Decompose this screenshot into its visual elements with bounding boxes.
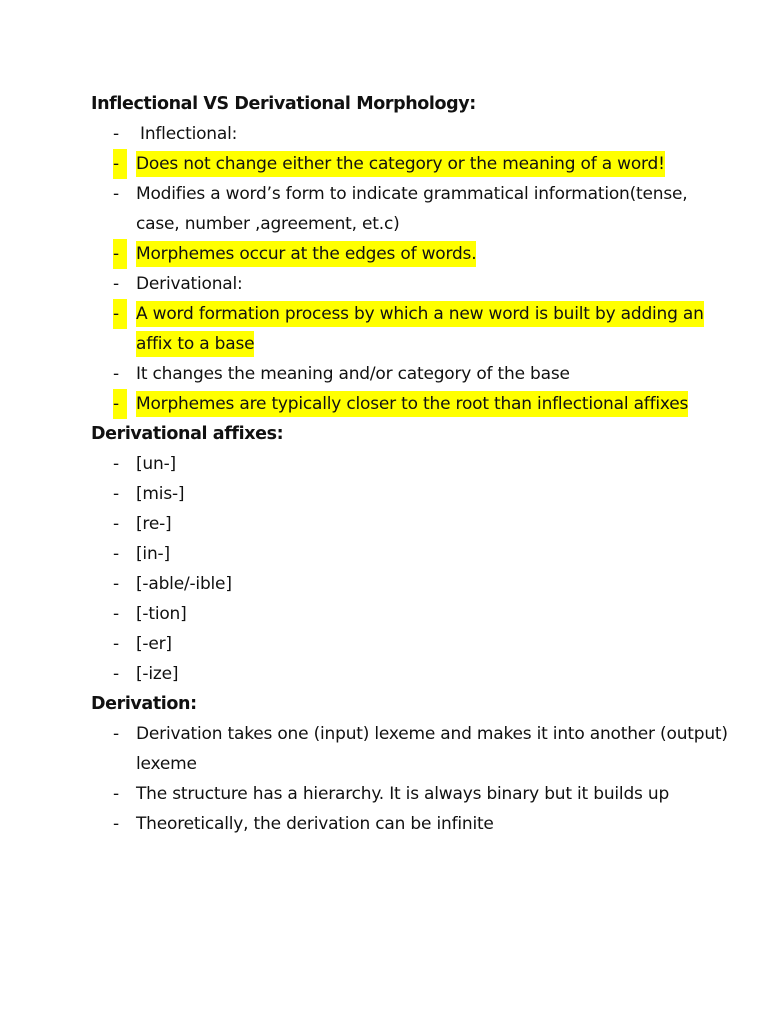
- list-item: [91, 479, 731, 509]
- list-item-text: [un-]: [136, 454, 176, 474]
- section-derivation: [91, 689, 731, 839]
- list-item-text: [-ize]: [136, 664, 179, 684]
- list-item: [91, 179, 731, 239]
- list-item: [91, 269, 731, 299]
- list-item-text: Derivation takes one (input) lexeme and makes it into another (output) lexeme: [136, 724, 728, 774]
- section-derivational-affixes: [91, 419, 731, 689]
- list-item-text: Morphemes occur at the edges of words.: [136, 241, 476, 267]
- list-item-text: Morphemes are typically closer to the root than inflectional affixes: [136, 391, 688, 417]
- list-item: [91, 659, 731, 689]
- list-item-text: Modifies a word’s form to indicate grammatical information(tense, case, number ,agreement, et.c): [136, 184, 688, 234]
- list-item-text: A word formation process by which a new word is built by adding an affix to a base: [136, 301, 704, 357]
- list-item-highlighted: [91, 389, 731, 419]
- list-item: [91, 359, 731, 389]
- list-item-text: [-er]: [136, 634, 172, 654]
- list-item-text: It changes the meaning and/or category of the base: [136, 364, 570, 384]
- bullet-dash: -: [113, 454, 119, 474]
- list-item: [91, 569, 731, 599]
- list-item: [91, 449, 731, 479]
- bullet-dash: -: [113, 274, 119, 294]
- bullet-dash: -: [113, 364, 119, 384]
- list-item: [91, 719, 731, 779]
- bullet-list: [91, 719, 731, 839]
- list-item: [91, 629, 731, 659]
- list-item-text: [in-]: [136, 544, 170, 564]
- bullet-dash: -: [113, 544, 119, 564]
- bullet-list: [91, 119, 731, 419]
- list-item-text: [-able/-ible]: [136, 574, 232, 594]
- bullet-dash: -: [113, 124, 119, 144]
- bullet-dash: -: [113, 634, 119, 654]
- list-item-highlighted: [91, 149, 731, 179]
- bullet-dash: -: [113, 184, 119, 204]
- list-item-text: Theoretically, the derivation can be infinite: [136, 814, 494, 834]
- bullet-dash: -: [113, 724, 119, 744]
- bullet-dash: -: [113, 574, 119, 594]
- list-item: [91, 779, 731, 809]
- list-item-text: [-tion]: [136, 604, 187, 624]
- bullet-dash: -: [113, 784, 119, 804]
- list-item: [91, 809, 731, 839]
- list-item-text: [re-]: [136, 514, 172, 534]
- list-item-highlighted: [91, 239, 731, 269]
- bullet-dash: -: [113, 239, 127, 269]
- section-inflectional-vs-derivational: [91, 89, 731, 419]
- bullet-dash: -: [113, 814, 119, 834]
- list-item: [91, 599, 731, 629]
- bullet-dash: -: [113, 389, 127, 419]
- bullet-dash: -: [113, 149, 127, 179]
- list-item-text: Does not change either the category or the meaning of a word!: [136, 151, 665, 177]
- bullet-dash: -: [113, 484, 119, 504]
- list-item-text: The structure has a hierarchy. It is always binary but it builds up: [136, 784, 670, 804]
- list-item-highlighted: [91, 299, 731, 359]
- bullet-dash: -: [113, 664, 119, 684]
- list-item: [91, 509, 731, 539]
- list-item: [91, 119, 731, 149]
- list-item-text: Inflectional:: [140, 124, 238, 144]
- list-item-text: Derivational:: [136, 274, 243, 294]
- bullet-dash: -: [113, 299, 127, 329]
- list-item-text: [mis-]: [136, 484, 185, 504]
- bullet-dash: -: [113, 604, 119, 624]
- list-item: [91, 539, 731, 569]
- bullet-dash: -: [113, 514, 119, 534]
- document-page: [91, 89, 731, 839]
- section-heading: Derivation:: [91, 694, 197, 714]
- section-heading: Inflectional VS Derivational Morphology:: [91, 94, 476, 114]
- bullet-list: [91, 449, 731, 689]
- section-heading: Derivational affixes:: [91, 424, 284, 444]
